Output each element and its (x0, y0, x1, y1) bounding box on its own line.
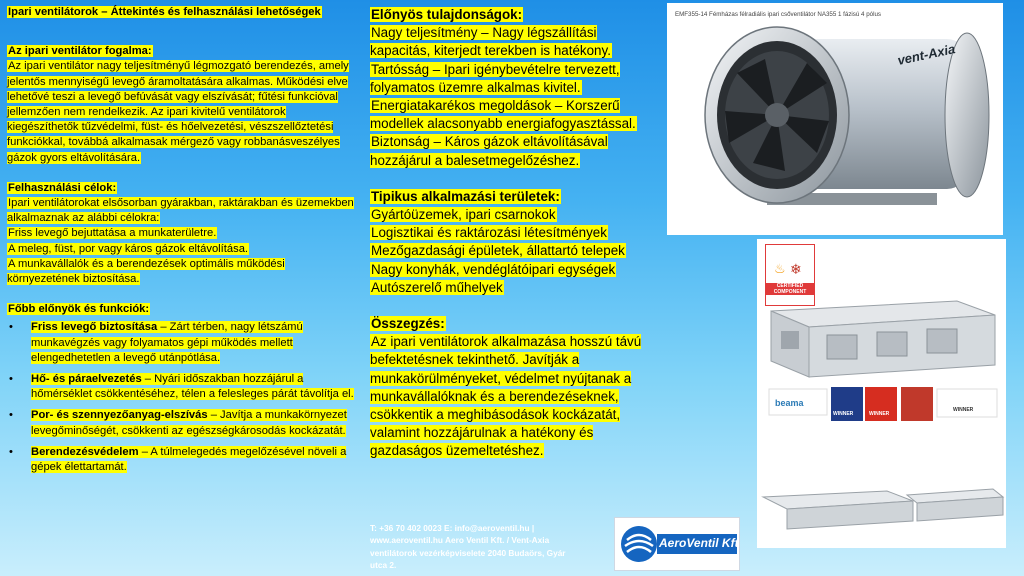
flame-icon: ♨ (774, 261, 786, 276)
contact-line: www.aeroventil.hu Aero Ventil Kft. / Vent-Axia (370, 535, 550, 546)
page-title: Ipari ventilátorok – Áttekintés és felhasználási lehetőségek (8, 6, 321, 18)
purpose-item: Friss levegő bejuttatása a munkaterületre. (8, 227, 217, 240)
advantage-item: Nagy teljesítmény – Nagy légszállítási kapacitás, kiterjedt terekben is hatékony. (370, 25, 611, 59)
snowflake-icon: ❄ (790, 261, 802, 277)
contact-line: utca 2. (370, 560, 397, 571)
area-item: Mezőgazdasági épületek, állattartó telepek (371, 243, 625, 259)
svg-text:beama: beama (775, 398, 804, 408)
benefits-list (7, 320, 357, 475)
purpose-item: A meleg, füst, por vagy káros gázok eltávolítása. (8, 242, 249, 255)
benefits-heading: Főbb előnyök és funkciók: (8, 303, 150, 316)
area-item: Logisztikai és raktározási létesítmények (371, 225, 607, 241)
definition-heading: Az ipari ventilátor fogalma: (8, 45, 152, 58)
cert-line1: CERTIFIED (766, 283, 814, 289)
benefit-item: • Berendezésvédelem – A túlmelegedés megelőzésével növeli a gépek élettartamát. (31, 445, 357, 475)
logo-text: AeroVentil Kft (659, 536, 739, 550)
purpose-intro: Ipari ventilátorokat elsősorban gyárakban, raktárakban és üzemekben alkalmaznak az alábbi célokra: (7, 197, 354, 225)
fan-illustration (667, 3, 1003, 235)
contact-line: ventilátorok vezérképviselete 2040 Budaörs, Gyár (370, 547, 566, 558)
areas-heading: Tipikus alkalmazási területek: (371, 188, 560, 204)
award-label: WINNER (869, 411, 890, 417)
ahu-product-image (757, 239, 1006, 548)
company-logo (614, 517, 740, 571)
area-item: Nagy konyhák, vendéglátóipari egységek (371, 261, 616, 277)
contact-info (370, 522, 610, 572)
advantages-heading: Előnyös tulajdonságok: (371, 7, 523, 22)
fan-hub (765, 103, 789, 127)
advantage-item: Tartósság – Ipari igénybevételre tervezett, folyamatos üzemre alkalmas kivitel. (370, 61, 620, 95)
area-item: Gyártóüzemek, ipari csarnokok (371, 207, 556, 223)
award-label: WINNER (833, 411, 854, 417)
column-middle (370, 6, 660, 461)
area-item: Autószerelő műhelyek (371, 279, 503, 295)
fan-brand-label: vent-Axia (896, 41, 957, 68)
benefit-item: • Por- és szennyezőanyag-elszívás – Javítja a munkakörnyezet levegőminőségét, csökkenti az egészségkárosodás kockázatát. (31, 408, 357, 438)
column-left (7, 5, 357, 481)
fan-caption: EMF355-14 Fémházas félradiális ipari csőventilátor NA355 1 fázisú 4 pólus (675, 11, 882, 18)
award-label: WINNER (953, 407, 974, 413)
purpose-item: A munkavállalók és a berendezések optimális működési környezetének biztosítása. (7, 257, 285, 286)
cert-line2: COMPONENT (766, 289, 814, 295)
fan-product-image (667, 3, 1003, 235)
definition-text: Az ipari ventilátor nagy teljesítményű légmozgató berendezés, amely jelentős mennyiségű levegő áramoltatására alkalmas. Működési elve lehetővé teszi a levegő befúvását vagy elszívását; fűtési funkcióval jellemzően nem rendelkezik. Az ipari kivitelű ventilátorok kiegészíthetők tűzvédelmi, füst- és hőelvezetési, vészszellőztetési funkciókkal, továbbá alkalmasak mérgező vagy robbanásveszélyes gázok gyors eltávolítására. (7, 60, 349, 164)
advantage-item: Biztonság – Káros gázok eltávolításával hozzájárul a balesetmegelőzéshez. (370, 134, 608, 168)
benefit-item: • Hő- és páraelvezetés – Nyári időszakban hozzájárul a hőmérséklet csökkentéséhez, télen a felesleges párát távolítja el. (31, 372, 357, 402)
summary-heading: Összegzés: (371, 316, 445, 332)
advantage-item: Energiatakarékos megoldások – Korszerű modellek alacsonyabb energiafogyasztással. (370, 98, 636, 132)
benefit-item: • Friss levegő biztosítása – Zárt térben, nagy létszámú munkavégzés vagy folyamatos gépi működés mellett elengedhetetlen a levegő utánpótlása. (31, 320, 357, 366)
contact-line: T: +36 70 402 0023 E: info@aeroventil.hu | (370, 523, 535, 533)
summary-text: Az ipari ventilátorok alkalmazása hosszú távú befektetésnek tekinthető. Javítják a munkakörülményeket, védelmet nyújtanak a munkavállalóknak és a berendezéseknek, csökkentik a meghibásodások kockázatát, valamint hozzájárulnak a hatékony és gazdaságos üzemeltetéshez. (370, 334, 642, 459)
purpose-heading: Felhasználási célok: (8, 181, 117, 194)
certification-badge (765, 244, 815, 306)
